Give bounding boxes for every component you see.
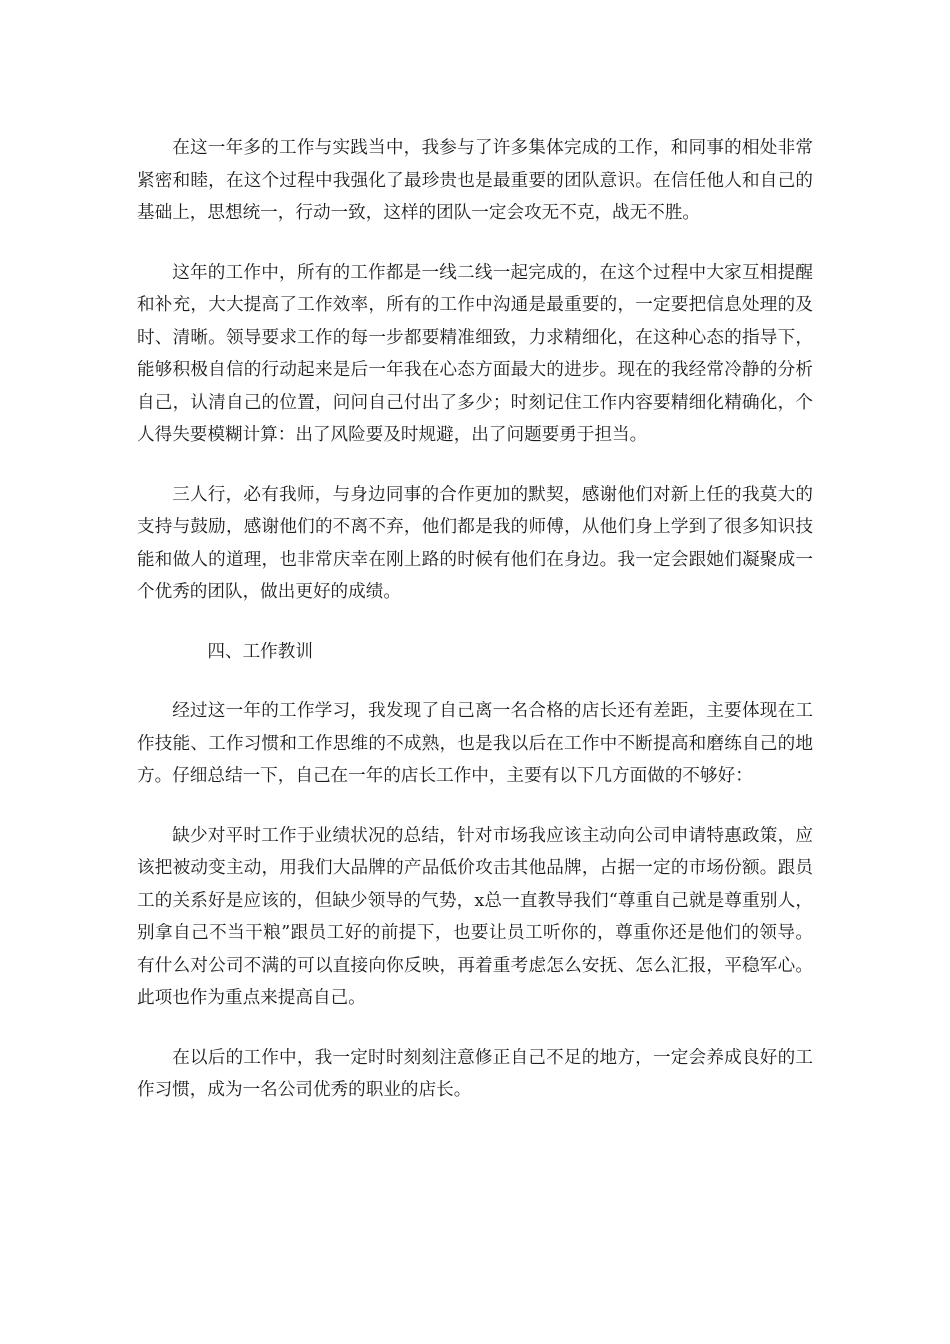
paragraph-future: 在以后的工作中，我一定时时刻刻注意修正自己不足的地方，一定会养成良好的工作习惯，成为一名公司优秀的职业的店长。 [137,1047,813,1100]
section-heading-lessons: 四、工作教训 [207,641,313,662]
paragraph-shortcomings: 经过这一年的工作学习，我发现了自己离一名合格的店长还有差距，主要体现在工作技能、工作习惯和工作思维的不成熟，也是我以后在工作中不断提高和磨练自己的地方。仔细总结一下，自己在一年的店长工作中，主要有以下几方面做的不够好： [137,701,813,786]
document-page [137,132,813,1134]
paragraph-colleagues: 三人行，必有我师，与身边同事的合作更加的默契，感谢他们对新上任的我莫大的支持与鼓励，感谢他们的不离不弃，他们都是我的师傅，从他们身上学到了很多知识技能和做人的道理，也非常庆幸在刚上路的时候有他们在身边。我一定会跟她们凝聚成一个优秀的团队，做出更好的成绩。 [137,484,813,602]
paragraph-communication: 这年的工作中，所有的工作都是一线二线一起完成的，在这个过程中大家互相提醒和补充，大大提高了工作效率，所有的工作中沟通是最重要的，一定要把信息处理的及时、清晰。领导要求工作的每一步都要精准细致，力求精细化，在这种心态的指导下，能够积极自信的行动起来是后一年我在心态方面最大的进步。现在的我经常冷静的分析自己，认清自己的位置，问问自己付出了多少；时刻记住工作内容要精细化精确化，个人得失要模糊计算：出了风险要及时规避，出了问题要勇于担当。 [137,262,813,445]
paragraph-teamwork: 在这一年多的工作与实践当中，我参与了许多集体完成的工作，和同事的相处非常紧密和睦，在这个过程中我强化了最珍贵也是最重要的团队意识。在信任他人和自己的基础上，思想统一，行动一致，这样的团队一定会攻无不克，战无不胜。 [137,138,813,223]
paragraph-market-staff: 缺少对平时工作于业绩状况的总结，针对市场我应该主动向公司申请特惠政策，应该把被动变主动，用我们大品牌的产品低价攻击其他品牌，占据一定的市场份额。跟员工的关系好是应该的，但缺少领导的气势，x总一直教导我们“尊重自己就是尊重别人，别拿自己不当干粮”跟员工好的前提下，也要让员工听你的，尊重你还是他们的领导。有什么对公司不满的可以直接向你反映，再着重考虑怎么安抚、怎么汇报，平稳军心。此项也作为重点来提高自己。 [137,825,813,1008]
